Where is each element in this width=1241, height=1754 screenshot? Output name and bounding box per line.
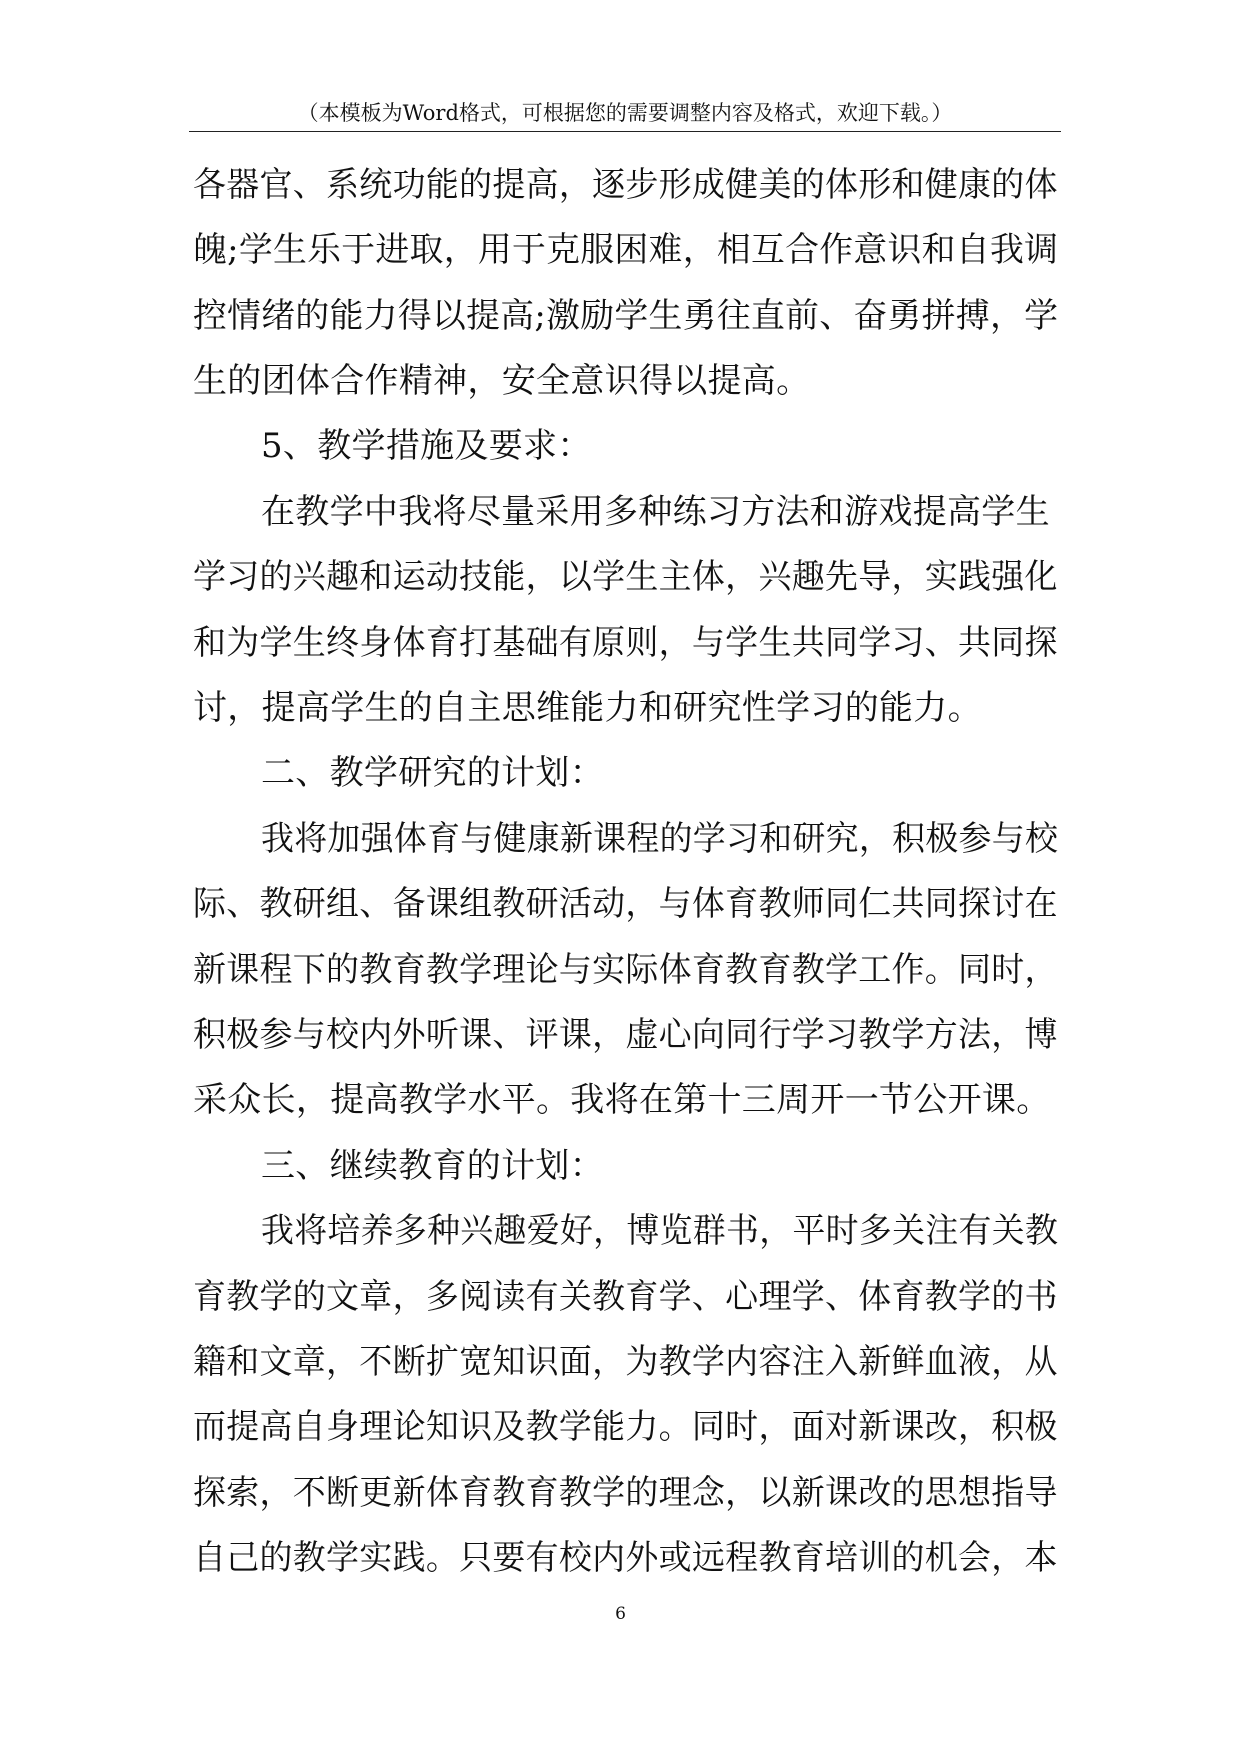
page-number: 6 <box>615 1604 626 1624</box>
body-line: 际、教研组、备课组教研活动，与体育教师同仁共同探讨在 <box>193 884 1058 924</box>
body-line: 积极参与校内外听课、评课，虚心向同行学习教学方法，博 <box>193 1015 1058 1055</box>
body-line: 采众长，提高教学水平。我将在第十三周开一节公开课。 <box>193 1080 1051 1120</box>
section-heading: 三、继续教育的计划： <box>261 1146 604 1186</box>
body-line: 在教学中我将尽量采用多种练习方法和游戏提高学生 <box>261 492 1050 532</box>
body-line: 学习的兴趣和运动技能，以学生主体，兴趣先导，实践强化 <box>193 557 1058 597</box>
body-line: 我将培养多种兴趣爱好，博览群书，平时多关注有关教 <box>261 1211 1059 1251</box>
body-line: 讨，提高学生的自主思维能力和研究性学习的能力。 <box>193 688 982 728</box>
body-line: 探索，不断更新体育教育教学的理念，以新课改的思想指导 <box>193 1473 1058 1513</box>
body-line: 生的团体合作精神，安全意识得以提高。 <box>193 361 811 401</box>
header-divider <box>189 131 1061 132</box>
body-line: 自己的教学实践。只要有校内外或远程教育培训的机会，本 <box>193 1538 1058 1578</box>
body-line: 育教学的文章，多阅读有关教育学、心理学、体育教学的书 <box>193 1277 1058 1317</box>
section-heading: 二、教学研究的计划： <box>261 753 604 793</box>
template-header-note: （本模板为Word格式，可根据您的需要调整内容及格式，欢迎下载。） <box>297 101 953 125</box>
body-line: 籍和文章，不断扩宽知识面，为教学内容注入新鲜血液，从 <box>193 1342 1058 1382</box>
section-heading: 5、教学措施及要求： <box>261 426 592 466</box>
body-line: 我将加强体育与健康新课程的学习和研究，积极参与校 <box>261 819 1059 859</box>
body-line: 魄;学生乐于进取，用于克服困难，相互合作意识和自我调 <box>193 230 1059 270</box>
body-line: 新课程下的教育教学理论与实际体育教育教学工作。同时， <box>193 950 1058 990</box>
body-line: 控情绪的能力得以提高;激励学生勇往直前、奋勇拼搏，学 <box>193 296 1059 336</box>
body-line: 各器官、系统功能的提高，逐步形成健美的体形和健康的体 <box>193 165 1058 205</box>
body-line: 和为学生终身体育打基础有原则，与学生共同学习、共同探 <box>193 623 1058 663</box>
body-line: 而提高自身理论知识及教学能力。同时，面对新课改，积极 <box>193 1407 1058 1447</box>
